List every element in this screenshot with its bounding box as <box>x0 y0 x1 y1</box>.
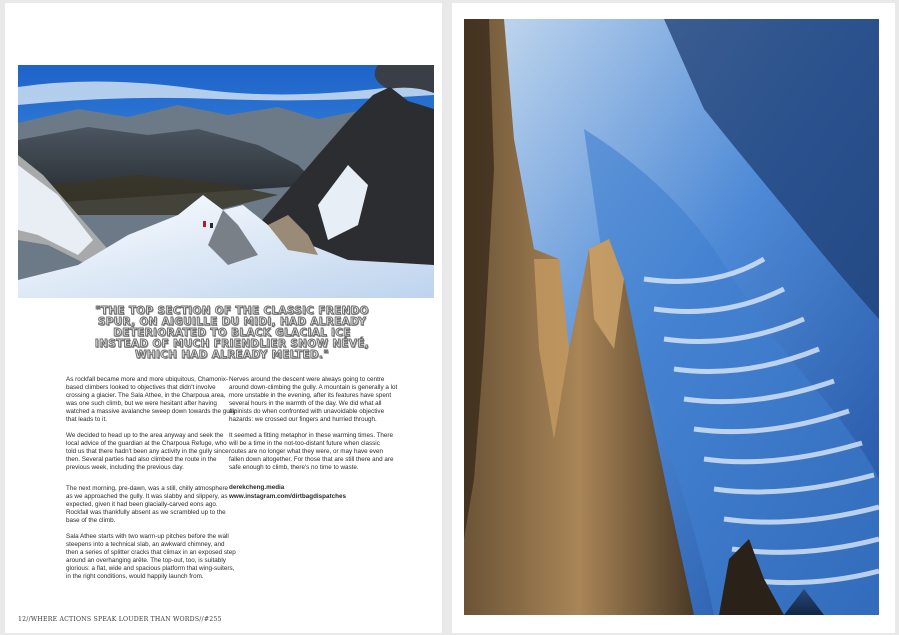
instagram-link[interactable]: www.instagram.com/dirtbagdispatches <box>229 492 346 500</box>
paragraph: It seemed a fitting metaphor in these warming times. There will be a time in the not-too-distant future when classic routes are no longer what they were, or may have even fallen down altogether. For those that are still there and are safe enough to climb, there's no time to waste. <box>229 431 394 471</box>
left-page <box>5 3 442 633</box>
pull-quote: "THE TOP SECTION OF THE CLASSIC FRENDO SPUR, ON AIGUILLE DU MIDI, HAD ALREADY DETERIORATED TO BLACK GLACIAL ICE INSTEAD OF MUCH FRIENDLIER SNOW NÉVÉ, WHICH HAD ALREADY MELTED." <box>94 305 370 361</box>
website-link[interactable]: derekcheng.media <box>229 484 285 492</box>
paragraph: Sala Athee starts with two warm-up pitches before the wall steepens into a technical slab, an awkward chimney, and then a series of splitter cracks that climax in an exposed step around an overhanging arête. The top-out, too, is suitably glorious: a flat, wide and spacious platform that wing-suiters, in the right conditions, would happily launch from. <box>66 532 236 580</box>
body-column-left <box>66 376 236 588</box>
body-column-right <box>229 376 399 501</box>
credits <box>229 484 399 501</box>
paragraph: We decided to head up to the area anyway and seek the local advice of the guardian at the Charpoua Refuge, who told us that there hadn't been any activity in the gully since then. Several parties had also climbed the route in the previous week, including the previous day. <box>66 431 229 471</box>
paragraph: Nerves around the descent were always going to centre around down-climbing the gully. A mountain is generally a lot more unstable in the evening, after its features have spent several hours in the warmth of the day. We did what all alpinists do when confronted with unavoidable objective hazards: we crossed our fingers and hurried through. <box>229 376 398 424</box>
paragraph: As rockfall became more and more ubiquitous, Chamonix-based climbers looked to objectives that didn't involve crossing a glacier. The Sala Athee, in the Charpoua area, was one such climb, but we were hesitant after having watched a massive avalanche sweep down towards the gully that leads to it. <box>66 376 236 424</box>
glacier-spire-photo <box>464 19 879 615</box>
page-footer: 12//WHERE ACTIONS SPEAK LOUDER THAN WORDS//#255 <box>18 616 222 623</box>
alpine-ridge-photo <box>18 65 434 298</box>
right-page <box>452 3 895 633</box>
paragraph: The next morning, pre-dawn, was a still, chilly atmosphere as we approached the gully. It was slabby and slippery, as expected, given it had been glacially-carved eons ago. Rockfall was thankfully absent as we scrambled up to the base of the climb. <box>66 485 229 525</box>
